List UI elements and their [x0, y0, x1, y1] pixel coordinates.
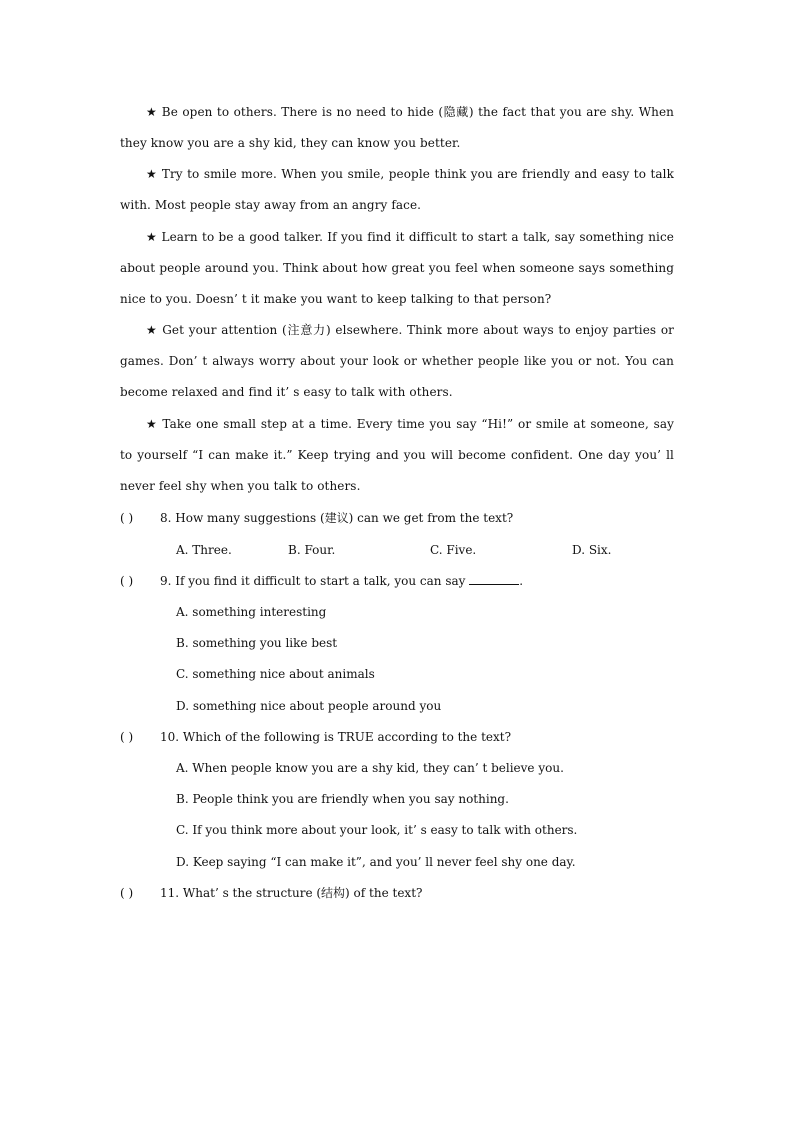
passage-paragraph-1	[120, 97, 674, 159]
paragraph-text: ★ Take one small step at a time. Every time you say “Hi!” or smile at someone, say to yourself “I can make it.” Keep trying and you will become confident. One day you’ ll never feel shy when you talk to others.	[120, 417, 675, 494]
paragraph-text: ★ Be open to others. There is no need to hide (隐藏) the fact that you are shy. When they know you are a shy kid, they can know you better.	[120, 105, 674, 151]
option-d: D. Six.	[572, 543, 612, 557]
paragraph-text: ★ Try to smile more. When you smile, people think you are friendly and easy to talk with. Most people stay away from an angry face.	[120, 167, 674, 213]
passage-paragraph-3	[120, 222, 674, 316]
option-c: C. If you think more about your look, it’ s easy to talk with others.	[176, 823, 578, 837]
answer-bracket[interactable]: ( )	[120, 886, 134, 900]
question-11	[120, 883, 680, 903]
question-8	[120, 508, 680, 528]
option-b: B. People think you are friendly when you say nothing.	[176, 792, 509, 806]
option-c: C. something nice about animals	[176, 667, 375, 681]
answer-bracket[interactable]: ( )	[120, 511, 134, 525]
option-a: A. When people know you are a shy kid, they can’ t believe you.	[176, 761, 564, 775]
question-stem: 11. What’ s the structure (结构) of the text?	[160, 886, 423, 900]
option-d: D. Keep saying “I can make it”, and you’ ll never feel shy one day.	[176, 855, 576, 869]
paragraph-text: ★ Get your attention (注意力) elsewhere. Think more about ways to enjoy parties or games. Don’ t always worry about your look or whether people like you or not. You can become relaxed and find it’ s easy to talk with others.	[120, 323, 674, 400]
passage-paragraph-5	[120, 409, 674, 503]
question-stem: 10. Which of the following is TRUE according to the text?	[160, 730, 512, 744]
passage-paragraph-2	[120, 159, 674, 221]
answer-bracket[interactable]: ( )	[120, 730, 134, 744]
option-b: B. something you like best	[176, 636, 338, 650]
passage-paragraph-4	[120, 315, 674, 409]
question-stem-end: .	[519, 574, 524, 588]
answer-bracket[interactable]: ( )	[120, 574, 134, 588]
option-b: B. Four.	[288, 543, 336, 557]
fill-in-blank[interactable]	[469, 572, 519, 585]
question-9	[120, 571, 680, 591]
paragraph-text: ★ Learn to be a good talker. If you find it difficult to start a talk, say something nice about people around you. Think about how great you feel when someone says something nice to you. Doesn’ t it make you want to keep talking to that person?	[120, 230, 674, 307]
question-10	[120, 727, 680, 747]
option-d: D. something nice about people around you	[176, 699, 442, 713]
question-stem: 9. If you find it difficult to start a talk, you can say	[160, 574, 466, 588]
option-c: C. Five.	[430, 543, 477, 557]
option-a: A. Three.	[176, 543, 232, 557]
question-stem: 8. How many suggestions (建议) can we get from the text?	[160, 511, 514, 525]
option-a: A. something interesting	[176, 605, 327, 619]
